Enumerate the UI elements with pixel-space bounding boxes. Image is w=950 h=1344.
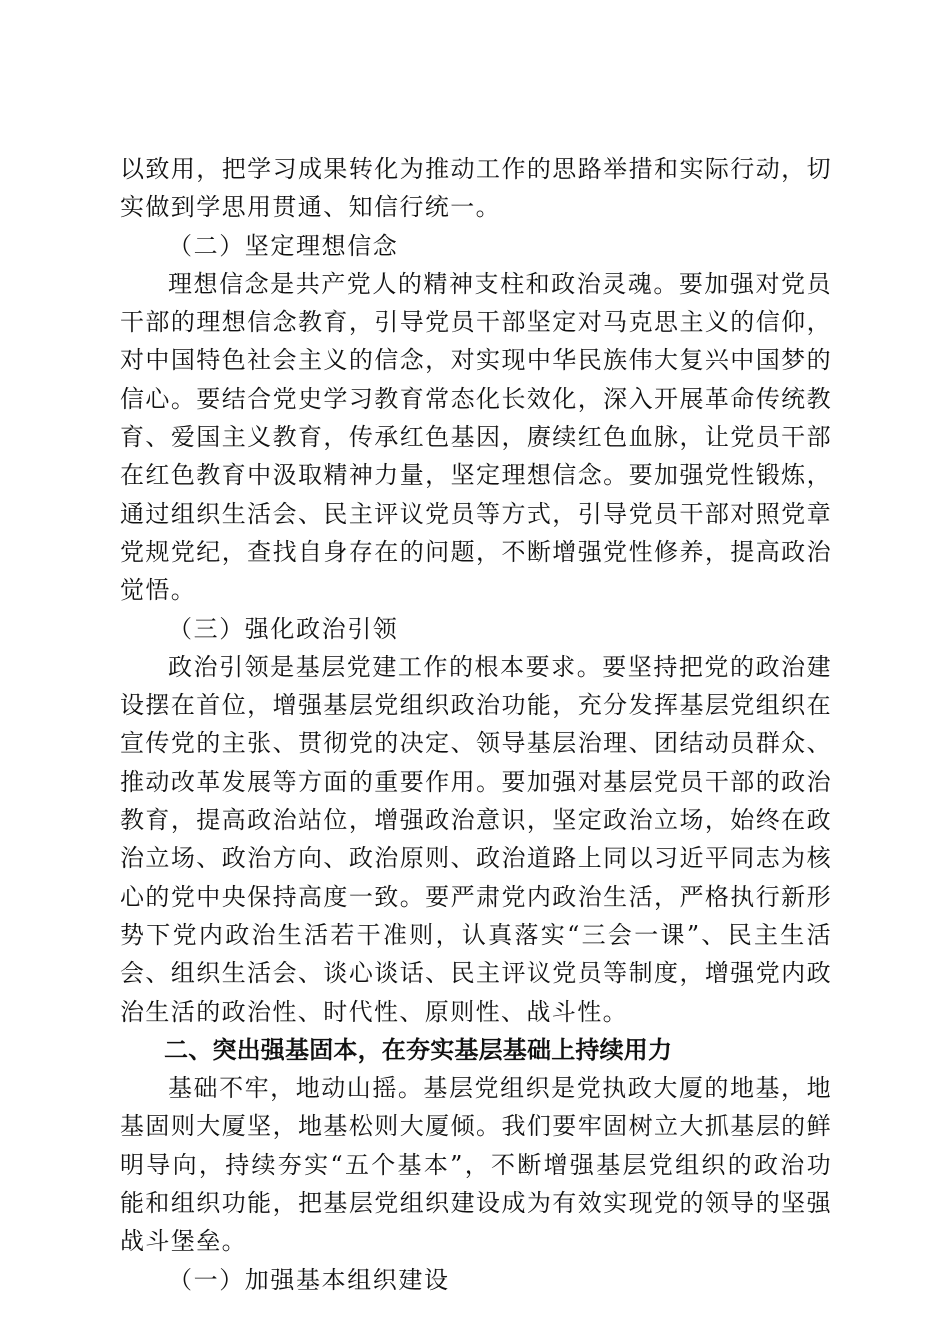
- document-body: [120, 150, 832, 1299]
- subheading-political-guidance: （三）强化政治引领: [168, 614, 399, 643]
- paragraph-firm-ideals: 理想信念是共产党人的精神支柱和政治灵魂。要加强对党员干部的理想信念教育，引导党员干部坚定对马克思主义的信仰，对中国特色社会主义的信念，对实现中华民族伟大复兴中国梦的信心。要结合党史学习教育常态化长效化，深入开展革命传统教育、爱国主义教育，传承红色基因，赓续红色血脉，让党员干部在红色教育中汲取精神力量，坚定理想信念。要加强党性锻炼，通过组织生活会、民主评议党员等方式，引导党员干部对照党章党规党纪，查找自身存在的问题，不断增强党性修养，提高政治觉悟。: [120, 269, 832, 605]
- paragraph-strengthen-foundation: 基础不牢，地动山摇。基层党组织是党执政大厦的地基，地基固则大厦坚，地基松则大厦倾。我们要牢固树立大抓基层的鲜明导向，持续夯实“五个基本”，不断增强基层党组织的政治功能和组织功能，把基层党组织建设成为有效实现党的领导的坚强战斗堡垒。: [120, 1074, 832, 1256]
- subheading-basic-organization: （一）加强基本组织建设: [168, 1265, 450, 1294]
- subheading-firm-ideals: （二）坚定理想信念: [168, 231, 399, 260]
- paragraph-political-guidance: 政治引领是基层党建工作的根本要求。要坚持把党的政治建设摆在首位，增强基层党组织政治功能，充分发挥基层党组织在宣传党的主张、贯彻党的决定、领导基层治理、团结动员群众、推动改革发展等方面的重要作用。要加强对基层党员干部的政治教育，提高政治站位，增强政治意识，坚定政治立场，始终在政治立场、政治方向、政治原则、政治道路上同以习近平同志为核心的党中央保持高度一致。要严肃党内政治生活，严格执行新形势下党内政治生活若干准则，认真落实“三会一课”、民主生活会、组织生活会、谈心谈话、民主评议党员等制度，增强党内政治生活的政治性、时代性、原则性、战斗性。: [120, 652, 832, 1026]
- section-heading-strengthen-foundation: 二、突出强基固本，在夯实基层基础上持续用力: [164, 1035, 673, 1064]
- paragraph-intro-continuation: 以致用，把学习成果转化为推动工作的思路举措和实际行动，切实做到学思用贯通、知信行统一。: [120, 155, 832, 222]
